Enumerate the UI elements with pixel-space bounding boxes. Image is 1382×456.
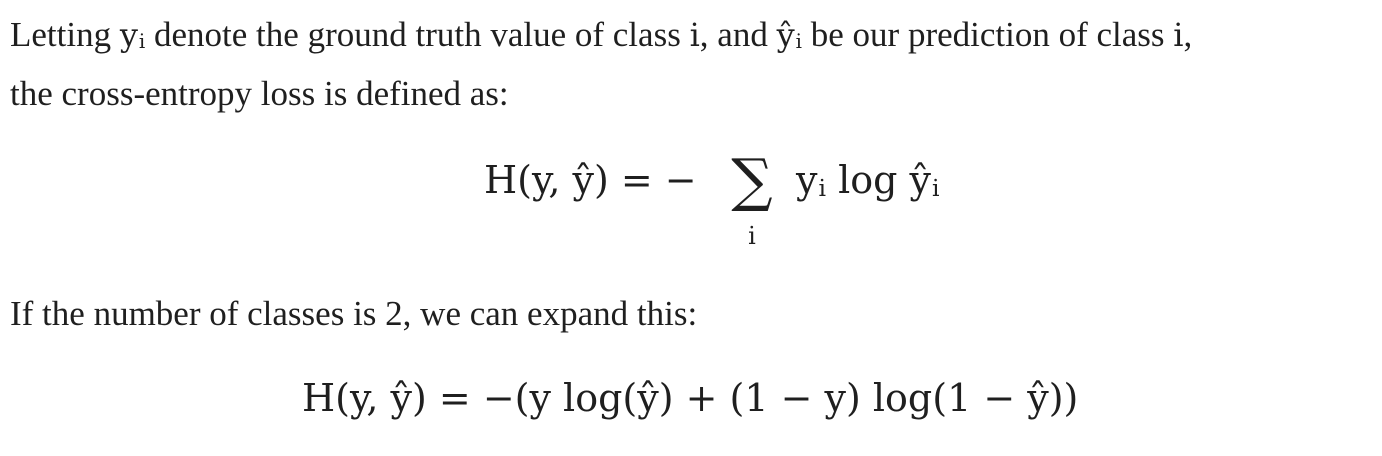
- sigma-symbol: ∑: [731, 146, 773, 214]
- term-y-subscript: i: [818, 173, 826, 202]
- intro-paragraph: [10, 8, 1192, 121]
- intro-text-part5: ,: [1183, 15, 1193, 54]
- var-yhat-i: [777, 16, 802, 54]
- var-y-i: [120, 16, 145, 54]
- var-yhat: ŷ: [776, 16, 795, 54]
- var-subscript-i: i: [138, 30, 146, 54]
- h-of-y-yhat: H(y, ŷ): [484, 158, 609, 202]
- var-class-i: i: [1173, 16, 1184, 54]
- intro-text-part3: , and: [699, 15, 777, 54]
- minus-sign: −: [664, 158, 697, 202]
- intro-text-part1: Letting: [10, 15, 120, 54]
- equation-lhs: [484, 158, 697, 202]
- intro-text-part2: denote the ground truth value of class: [145, 15, 690, 54]
- summation: [722, 146, 782, 250]
- equation-rhs: [796, 158, 940, 202]
- term-y: y: [796, 158, 818, 202]
- binary-cross-entropy-equation: H(y, ŷ) = −(y log(ŷ) + (1 − y) log(1 − ŷ)): [302, 376, 1079, 420]
- var-subscript-i: i: [795, 30, 803, 54]
- intro-text-line2: the cross-entropy loss is defined as:: [10, 74, 509, 113]
- term-yhat-subscript: i: [932, 173, 940, 202]
- term-yhat: ŷ: [909, 158, 932, 202]
- var-class-i: i: [689, 16, 700, 54]
- var-y: y: [119, 16, 138, 54]
- binary-case-paragraph: If the number of classes is 2, we can expand this:: [10, 294, 698, 333]
- log-operator: log: [838, 158, 898, 202]
- intro-text-part4: be our prediction of class: [802, 15, 1174, 54]
- equals-sign: =: [620, 158, 653, 202]
- sum-index: i: [748, 222, 756, 250]
